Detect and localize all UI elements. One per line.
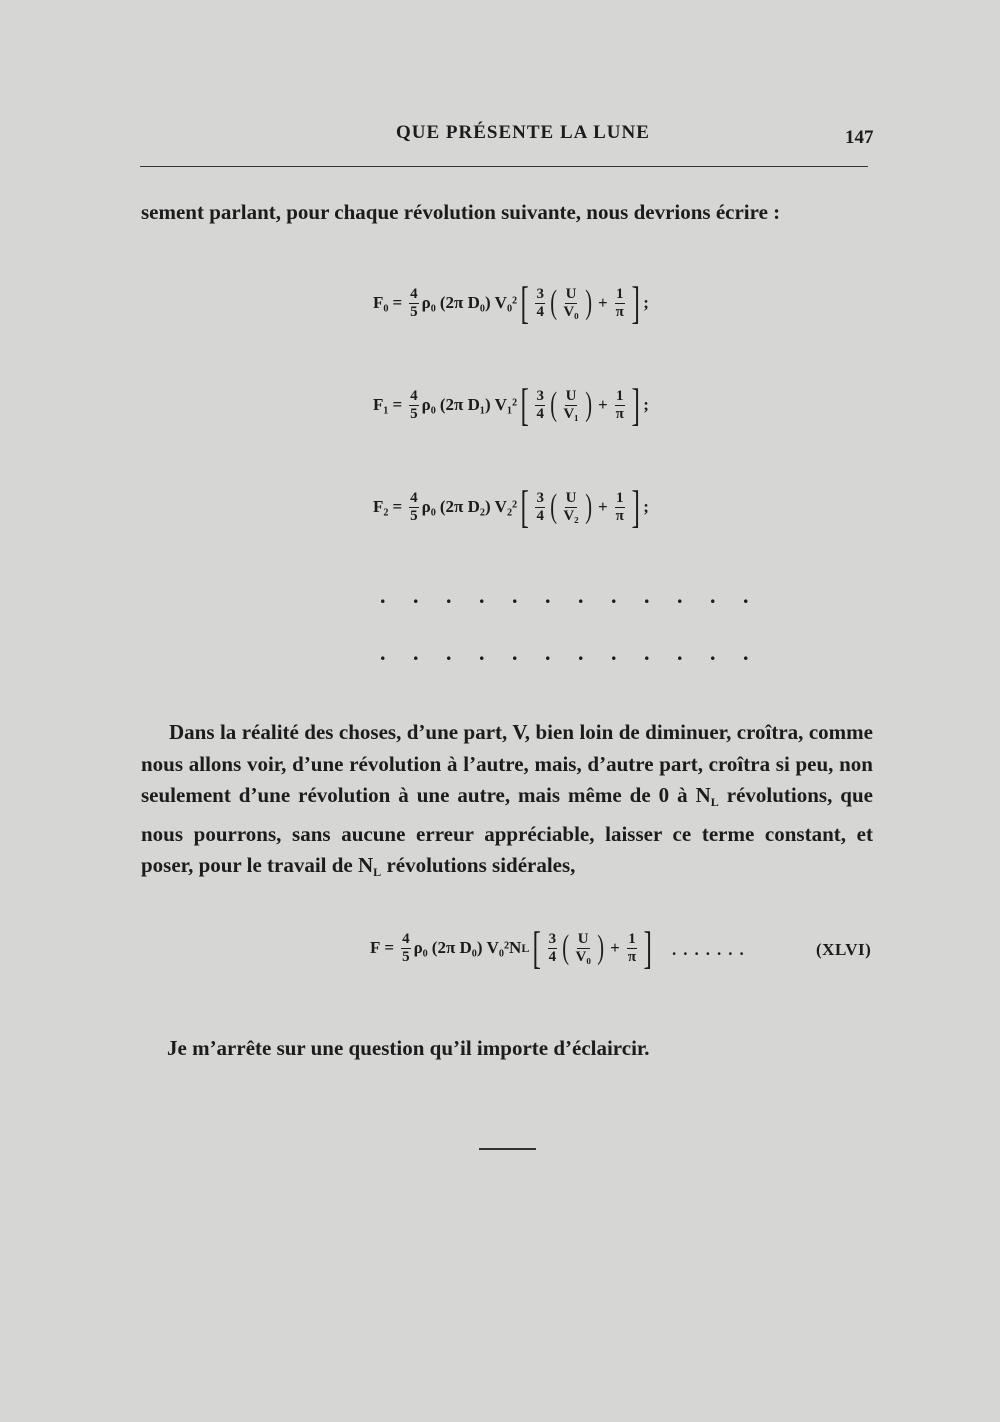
header-rule <box>140 166 868 167</box>
equation-f1: F₁ = $\frac{4}{5}$ ρ₀ ( 2π D₁ ) V₁² [ $\frac{3}{4}$ ( $\frac{U}{\text{V₁}}$ ) + $\frac{1}{\pi}$ ] ; <box>373 379 649 430</box>
eq-equals: = <box>392 293 403 312</box>
paragraph-question: Je m’arrête sur une question qu’il importe d’éclaircir. <box>167 1036 650 1060</box>
equation-f0: F₀ = $\frac{4}{5}$ ρ₀ ( 2π D₀ ) V₀² [ $\frac{3}{4}$ ( $\frac{U}{\text{V₀}}$ ) + $\frac{1}{\pi}$ ] ; <box>373 277 649 328</box>
paragraph-intro: sement parlant, pour chaque révolution suivante, nous devrions écrire : <box>141 200 781 224</box>
eq-lhs: F <box>370 938 381 957</box>
ellipsis-row: . . . . . . . . . . . . <box>380 640 760 665</box>
fraction-4-5: $\frac{4}{5}$ <box>410 285 418 320</box>
section-end-rule <box>479 1148 536 1150</box>
rho-symbol: ρ₀ <box>421 293 436 312</box>
page-number: 147 <box>845 127 874 148</box>
equation-xlvi: F = $\frac{4}{5}$ ρ₀ ( 2π D₀ ) V₀²N L [ $\frac{3}{4}$ ( $\frac{U}{\text{V₀}}$ ) + $\frac{1}{\pi}$ ] <box>370 922 652 973</box>
eq-lhs: F₂ <box>373 497 389 516</box>
eq-lhs: F₁ <box>373 395 389 414</box>
ellipsis-row: . . . . . . . . . . . . <box>380 583 760 608</box>
eq-lhs: F₀ <box>373 293 389 312</box>
running-title: QUE PRÉSENTE LA LUNE <box>396 122 650 143</box>
equation-f2: F₂ = $\frac{4}{5}$ ρ₀ ( 2π D₂ ) V₂² [ $\frac{3}{4}$ ( $\frac{U}{\text{V₂}}$ ) + $\frac{1}{\pi}$ ] ; <box>373 481 649 532</box>
equation-number: (XLVI) <box>816 940 872 959</box>
equation-leader-dots: ....... <box>672 940 751 959</box>
paragraph-reality: Dans la réalité des choses, d’une part, V, bien loin de diminuer, croîtra, comme nous allons voir, d’une révolution à l’autre, mais, d’autre part, croîtra si peu, non seulement d’une révolution à une autre, mais même de 0 à $N_L$ révolutions, que nous pourrons, sans aucune erreur appréciable, laisser ce terme constant, et poser, pour le travail de $N_L$ révolutions sidérales, <box>141 720 873 879</box>
